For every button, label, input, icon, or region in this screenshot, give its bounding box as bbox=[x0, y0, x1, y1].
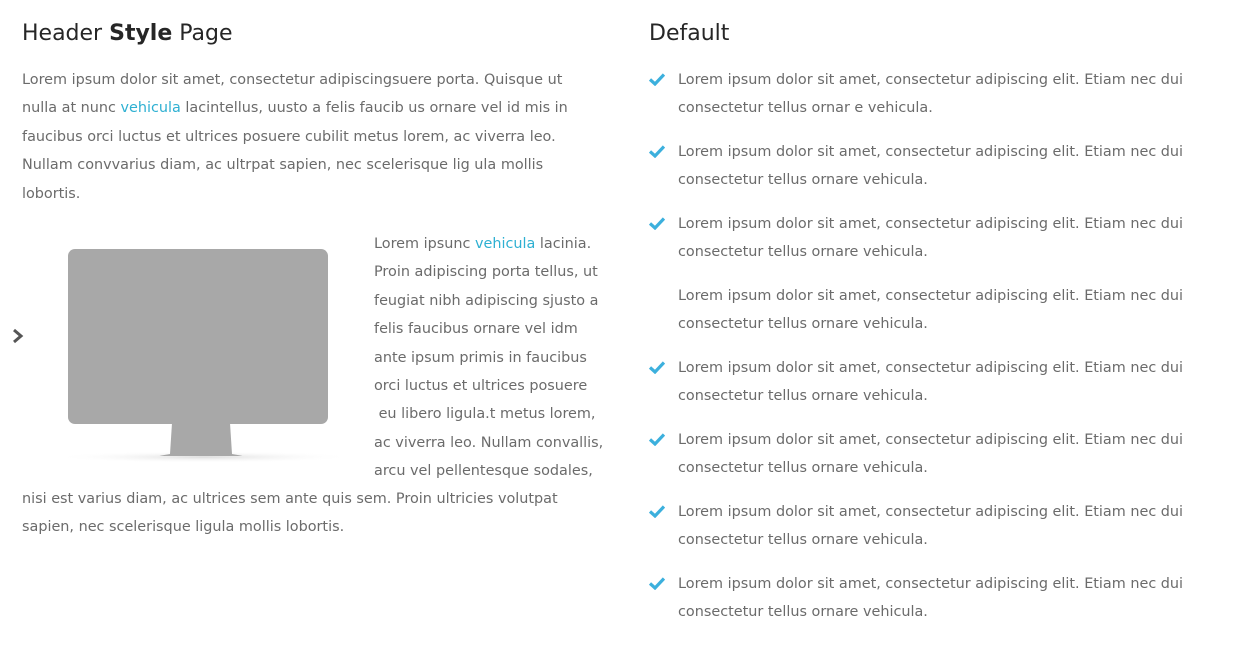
title-text-pre: Header bbox=[22, 21, 110, 46]
float-line bbox=[374, 230, 603, 258]
vehicula-link[interactable]: vehicula bbox=[474, 236, 536, 252]
list-item bbox=[649, 570, 1183, 627]
list-item bbox=[649, 498, 1183, 555]
float-line: Proin adipiscing porta tellus, ut bbox=[374, 264, 598, 281]
list-item-text: consectetur tellus ornare vehicula. bbox=[678, 244, 928, 261]
list-item bbox=[649, 210, 1183, 267]
intro-text: lacintellus, uusto a felis faucib us ornare vel id mis in bbox=[180, 100, 568, 117]
float-line: ante ipsum primis in faucibus bbox=[374, 349, 587, 366]
list-item-text: consectetur tellus ornare vehicula. bbox=[678, 532, 928, 549]
list-item-text: Lorem ipsum dolor sit amet, consectetur adipiscing elit. Etiam nec dui bbox=[678, 360, 1184, 376]
list-item-text: Lorem ipsum dolor sit amet, consectetur adipiscing elit. Etiam nec dui bbox=[678, 288, 1184, 304]
list-item-text: consectetur tellus ornare vehicula. bbox=[678, 388, 928, 405]
check-icon bbox=[649, 432, 665, 446]
intro-paragraph bbox=[22, 66, 568, 208]
list-item-text: Lorem ipsum dolor sit amet, consectetur adipiscing elit. Etiam nec dui bbox=[678, 432, 1184, 448]
section-title: Default bbox=[649, 21, 730, 46]
title-text-bold: Style bbox=[109, 21, 173, 46]
float-text: lacinia. bbox=[535, 236, 592, 252]
list-item-text: consectetur tellus ornare vehicula. bbox=[678, 460, 928, 477]
float-text: Lorem ipsunc bbox=[374, 236, 475, 252]
title-text-post: Page bbox=[172, 21, 233, 46]
list-item-text: consectetur tellus ornare vehicula. bbox=[678, 604, 928, 621]
list-item-text: Lorem ipsum dolor sit amet, consectetur adipiscing elit. Etiam nec dui bbox=[678, 576, 1184, 592]
float-line: arcu vel pellentesque sodales, bbox=[374, 463, 593, 480]
page-title bbox=[22, 18, 622, 50]
tail-line: nisi est varius diam, ac ultrices sem ante quis sem. Proin ultricies volutpat bbox=[22, 491, 558, 507]
monitor-image bbox=[54, 249, 354, 464]
monitor-stand bbox=[160, 423, 243, 456]
chevron-right-icon[interactable] bbox=[11, 326, 25, 346]
float-line: felis faucibus ornare vel idm bbox=[374, 321, 578, 338]
check-icon bbox=[649, 504, 665, 518]
right-column bbox=[649, 18, 1239, 621]
intro-line: Nullam convvarius diam, ac ultrpat sapien, nec scelerisque lig ula mollis bbox=[22, 157, 544, 174]
list-item-text: Lorem ipsum dolor sit amet, consectetur adipiscing elit. Etiam nec dui bbox=[678, 504, 1184, 520]
float-line: feugiat nibh adipiscing sjusto a bbox=[374, 292, 599, 309]
check-icon bbox=[649, 72, 665, 86]
list-item-text: consectetur tellus ornare vehicula. bbox=[678, 316, 928, 333]
list-item-text: Lorem ipsum dolor sit amet, consectetur adipiscing elit. Etiam nec dui bbox=[678, 72, 1184, 88]
vehicula-link[interactable]: vehicula bbox=[120, 100, 181, 117]
float-paragraph bbox=[374, 230, 603, 486]
monitor-screen bbox=[68, 249, 328, 424]
list-item-text: consectetur tellus ornar e vehicula. bbox=[678, 100, 933, 117]
list-item bbox=[649, 354, 1183, 411]
check-icon bbox=[649, 144, 665, 158]
tail-paragraph bbox=[22, 485, 558, 542]
left-column bbox=[22, 18, 622, 536]
list-item-text: Lorem ipsum dolor sit amet, consectetur adipiscing elit. Etiam nec dui bbox=[678, 144, 1184, 160]
intro-line bbox=[22, 94, 568, 122]
list-item bbox=[649, 282, 1183, 339]
list-item bbox=[649, 66, 1183, 123]
float-line: eu libero ligula.t metus lorem, bbox=[374, 406, 596, 423]
intro-line: lobortis. bbox=[22, 185, 81, 202]
check-icon bbox=[649, 576, 665, 590]
intro-line: faucibus orci luctus et ultrices posuere cubilit metus lorem, ac viverra leo. bbox=[22, 128, 556, 145]
list-item-text: Lorem ipsum dolor sit amet, consectetur adipiscing elit. Etiam nec dui bbox=[678, 216, 1184, 232]
check-list bbox=[649, 66, 1183, 642]
intro-text: nulla at nunc bbox=[22, 100, 121, 117]
check-icon bbox=[649, 216, 665, 230]
float-line: orci luctus et ultrices posuere bbox=[374, 378, 588, 395]
tail-line: sapien, nec scelerisque ligula mollis lobortis. bbox=[22, 519, 345, 536]
intro-line: Lorem ipsum dolor sit amet, consectetur adipiscingsuere porta. Quisque ut bbox=[22, 72, 563, 88]
float-line: ac viverra leo. Nullam convallis, bbox=[374, 434, 604, 451]
list-item bbox=[649, 138, 1183, 195]
check-icon bbox=[649, 360, 665, 374]
list-item bbox=[649, 426, 1183, 483]
list-item-text: consectetur tellus ornare vehicula. bbox=[678, 172, 928, 189]
